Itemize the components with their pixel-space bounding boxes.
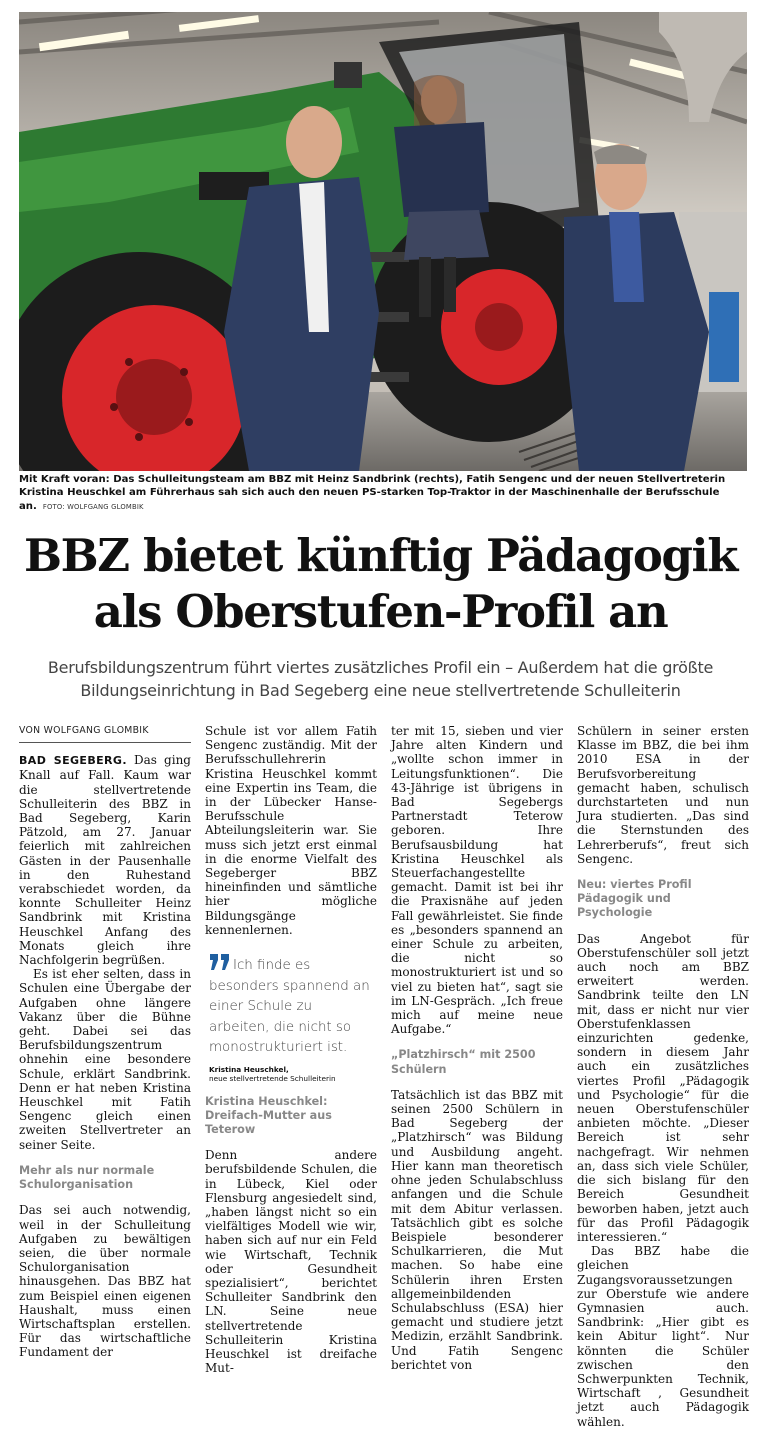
paragraph-text: Das ging Knall auf Fall. Kaum war die stellvertretende Schulleiterin des BBZ in Bad Segeberg, Karin Pätzold, am 27. Januar feierlich mit zahlreichen Gästen in der Pausenhalle in den Ruhestand verabschiedet worden, da konnte Schulleiter Heinz Sandbrink mit Kristina Heuschkel Anfang des Monats gleich ihre Nachfolgerin begrüßen. <box>19 753 191 968</box>
paragraph: Schule ist vor allem Fatih Sengenc zuständig. Mit der Berufsschullehrerin Kristina Heuschkel kommt eine Expertin ins Team, die in der Lübecker Hanse-Berufsschule Abteilungsleiterin war. Sie muss sich jetzt erst einmal in die enorme Vielfalt des Segeberger BBZ hineinfinden und sämtliche hier mögliche Bildungsgänge kennenlernen. <box>205 724 377 937</box>
subheadline <box>0 657 761 702</box>
paragraph: ter mit 15, sieben und vier Jahre alten Kindern und „wollte schon immer in Leitungsfunktionen“. Die 43-Jährige ist übrigens in Bad Segebergs Partnerstadt Teterow geboren. Ihre Berufsausbildung hat Kristina Heuschkel als Steuerfachangestellte gemacht. Damit ist bei ihr die Praxisnähe auf jeden Fall gewährleistet. Sie finde es „besonders spannend an einer Schule zu arbeiten, die nicht so monostrukturiert ist und so viel zu bieten hat“, sagt sie im LN-Gespräch. „Ich freue mich auf meine neue Aufgabe.“ <box>391 724 563 1037</box>
pull-quote <box>205 952 377 1083</box>
caption-text: Mit Kraft voran: Das Schulleitungsteam am BBZ mit Heinz Sandbrink (rechts), Fatih Sengenc und der neuen Stellvertreterin Kristina Heuschkel am Führerhaus sah sich auch den neuen PS-starken Top-Traktor in der Maschinenhalle der Berufsschule an. <box>19 474 726 512</box>
paragraph <box>19 753 191 967</box>
headline <box>0 528 761 640</box>
article-column-4 <box>577 724 749 1429</box>
subheading: Kristina Heuschkel: Dreifach-Mutter aus Teterow <box>205 1094 332 1136</box>
paragraph: Das sei auch notwendig, weil in der Schulleitung Aufgaben zu bewältigen seien, die über normale Schulorganisation hinausgehen. Das BBZ hat zum Beispiel einen eigenen Haushalt, muss einen Wirtschaftsplan erstellen. Für das wirtschaftliche Fundament der <box>19 1203 191 1360</box>
quote-body: Ich finde es besonders spannend an einer Schule zu arbeiten, die nicht so monostrukturiert ist. <box>209 958 370 1056</box>
author-byline: VON WOLFGANG GLOMBIK <box>19 724 191 743</box>
paragraph: Das BBZ habe die gleichen Zugangsvoraussetzungen zur Oberstufe wie andere Gymnasien auch. Sandbrink: „Hier gibt es kein Abitur light“. Nur könnten die Schüler zwischen den Schwerpunkten Technik, Wirtschaft , Gesundheit jetzt auch Pädagogik wählen. <box>577 1244 749 1429</box>
paragraph: Schülern in seiner ersten Klasse im BBZ, die bei ihm 2010 ESA in der Berufsvorbereitung gemacht haben, schulisch durchstarteten und nun Jura studierten. „Das sind die Sternstunden des Lehrerberufs“, freut sich Sengenc. <box>577 724 749 866</box>
dateline: BAD SEGEBERG. <box>19 754 127 768</box>
photo-credit: FOTO: WOLFGANG GLOMBIK <box>42 502 144 511</box>
subheading: „Platzhirsch“ mit 2500 Schülern <box>391 1048 536 1076</box>
paragraph: Denn andere berufsbildende Schulen, die in Lübeck, Kiel oder Flensburg angesiedelt sind, „haben längst nicht so ein vielfältiges Modell wie wir, haben sich auf nur ein Feld wie Wirtschaft, Technik oder Gesundheit spezialisiert“, berichtet Schulleiter Sandbrink den LN. Seine neue stellvertretende Schulleiterin Kristina Heuschkel ist dreifache Mut- <box>205 1148 377 1376</box>
quote-speaker-role: neue stellvertretende Schulleiterin <box>209 1073 336 1083</box>
quote-speaker-name: Kristina Heuschkel, <box>209 1064 289 1074</box>
paragraph: Das Angebot für Oberstufenschüler soll jetzt auch noch am BBZ erweitert werden. Sandbrink teilte den LN mit, dass er nicht nur vier Oberstufenklassen einzurichten gedenke, sondern in diesem Jahr auch ein zusätzliches viertes Profil „Pädagogik und Psychologie“ für die neuen Oberstufenschüler anbieten möchte. „Dieser Bereich ist sehr nachgefragt. Wir nehmen an, dass sich viele Schüler, die sich bislang für den Bereich Gesundheit beworben haben, jetzt auch für das Profil Pädagogik interessieren.“ <box>577 931 749 1244</box>
subheadline-line-2: Bildungseinrichtung in Bad Segeberg eine neue stellvertretende Schulleiterin <box>80 680 681 700</box>
headline-line-1: BBZ bietet künftig Pädagogik <box>23 529 738 582</box>
article-column-2 <box>205 724 377 1375</box>
paragraph: Tatsächlich ist das BBZ mit seinen 2500 Schülern in Bad Segeberg der „Platzhirsch“ was Bildung und Ausbildung angeht. Hier kann man theoretisch ohne jeden Schulabschluss anfangen und die Schule mit dem Abitur verlassen. Tatsächlich gibt es solche Beispiele besonderer Schulkarrieren, die Mut machen. So habe eine Schülerin ihren Ersten allgemeinbildenden Schulabschluss (ESA) hier gemacht und studiere jetzt Medizin, erzählt Sandbrink. Und Fatih Sengenc berichtet von <box>391 1087 563 1372</box>
article-column-1 <box>19 724 191 1360</box>
article-photo <box>19 12 747 471</box>
headline-line-2: als Oberstufen-Profil an <box>93 585 668 638</box>
pull-quote-text <box>209 952 373 1059</box>
quote-mark-icon <box>209 952 231 971</box>
subheadline-line-1: Berufsbildungszentrum führt viertes zusätzliches Profil ein – Außerdem hat die größte <box>47 658 714 677</box>
paragraph: Es ist eher selten, dass in Schulen eine Übergabe der Aufgaben ohne längere Vakanz über die Bühne geht. Dabei sei das Berufsbildungszentrum ohnehin eine besondere Schule, erklärt Sandbrink. Denn er hat neben Kristina Heuschkel mit Fatih Sengenc gleich einen zweiten Stellvertreter an seiner Seite. <box>19 967 191 1152</box>
photo-caption <box>19 473 747 514</box>
subheading: Mehr als nur normale Schulorganisation <box>19 1163 155 1192</box>
subheading: Neu: viertes Profil Pädagogik und Psychologie <box>577 878 692 920</box>
